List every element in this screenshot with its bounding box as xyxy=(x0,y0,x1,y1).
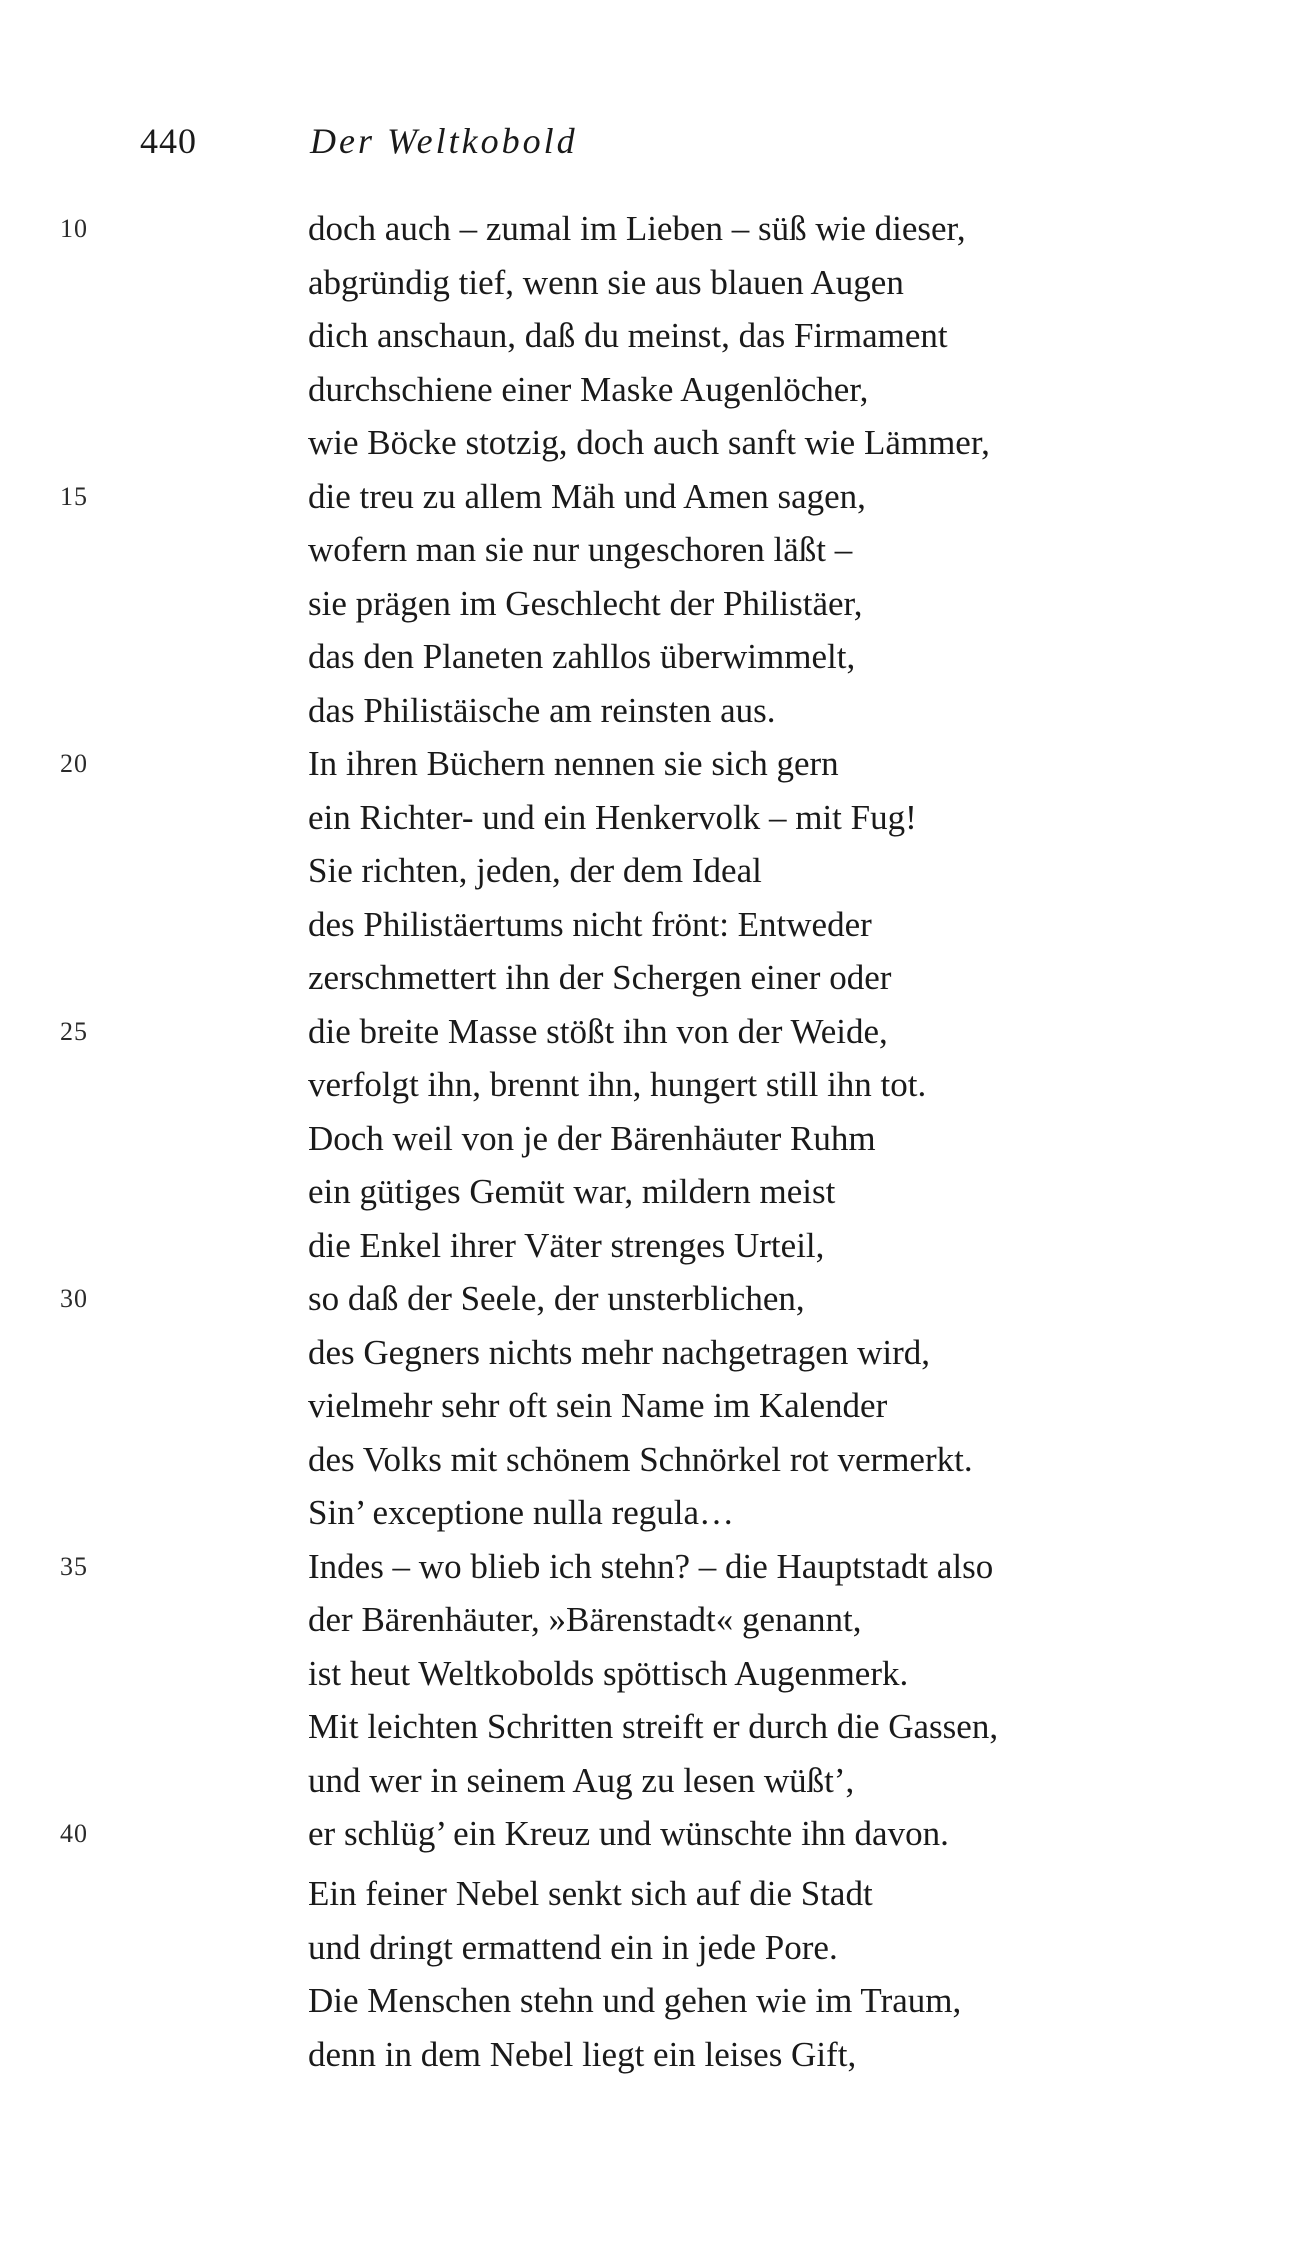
line-text: die breite Masse stößt ihn von der Weide, xyxy=(308,1011,888,1051)
line-text: Die Menschen stehn und gehen wie im Traum, xyxy=(308,1981,962,2020)
verse-line xyxy=(0,1974,1294,2028)
line-text: Doch weil von je der Bärenhäuter Ruhm xyxy=(308,1118,876,1158)
verse-line xyxy=(0,1540,1294,1594)
line-number: 20 xyxy=(60,749,88,778)
verse-line xyxy=(0,1486,1294,1540)
verse-line xyxy=(0,951,1294,1005)
verse-line xyxy=(0,898,1294,952)
line-text: er schlüg’ ein Kreuz und wünschte ihn davon. xyxy=(308,1814,949,1853)
line-text: Ein feiner Nebel senkt sich auf die Stadt xyxy=(308,1874,873,1913)
verse-line xyxy=(0,363,1294,417)
page-number: 440 xyxy=(140,121,197,161)
verse-line xyxy=(0,1058,1294,1112)
verse-line xyxy=(0,416,1294,470)
line-text: ein Richter- und ein Henkervolk – mit Fug! xyxy=(308,797,917,837)
verse-line xyxy=(0,1112,1294,1166)
line-text: vielmehr sehr oft sein Name im Kalender xyxy=(308,1386,888,1425)
stanza-1 xyxy=(0,202,1294,1861)
verse-line xyxy=(0,1700,1294,1754)
verse-line xyxy=(0,2028,1294,2082)
line-text: Sin’ exceptione nulla regula… xyxy=(308,1493,735,1532)
line-text: doch auch – zumal im Lieben – süß wie dieser, xyxy=(308,209,966,248)
verse-line xyxy=(0,791,1294,845)
verse-line xyxy=(0,1754,1294,1808)
line-text: das Philistäische am reinsten aus. xyxy=(308,690,776,730)
line-number: 15 xyxy=(60,481,88,511)
line-text: wie Böcke stotzig, doch auch sanft wie Lämmer, xyxy=(308,423,990,462)
line-text: Sie richten, jeden, der dem Ideal xyxy=(308,851,762,890)
line-text: abgründig tief, wenn sie aus blauen Augen xyxy=(308,262,904,302)
verse-line xyxy=(0,1433,1294,1487)
stanza-2 xyxy=(0,1867,1294,2081)
verse-line xyxy=(0,737,1294,791)
page-header xyxy=(140,116,578,166)
verse-line xyxy=(0,1593,1294,1647)
line-text: die treu zu allem Mäh und Amen sagen, xyxy=(308,476,866,516)
line-number: 10 xyxy=(60,214,88,243)
verse-line xyxy=(0,1867,1294,1921)
line-text: durchschiene einer Maske Augenlöcher, xyxy=(308,369,869,409)
line-text: zerschmettert ihn der Schergen einer oder xyxy=(308,958,892,997)
verse-line xyxy=(0,1165,1294,1219)
line-number: 30 xyxy=(60,1284,88,1313)
verse-line xyxy=(0,1272,1294,1326)
line-text: wofern man sie nur ungeschoren läßt – xyxy=(308,530,853,569)
line-text: der Bärenhäuter, »Bärenstadt« genannt, xyxy=(308,1600,862,1639)
line-text: verfolgt ihn, brennt ihn, hungert still ihn tot. xyxy=(308,1065,927,1104)
line-text: Indes – wo blieb ich stehn? – die Hauptstadt also xyxy=(308,1546,994,1586)
verse-line xyxy=(0,630,1294,684)
line-number: 25 xyxy=(60,1016,88,1046)
verse-line xyxy=(0,1219,1294,1273)
verse-line xyxy=(0,470,1294,524)
verse-line xyxy=(0,1647,1294,1701)
verse-line xyxy=(0,523,1294,577)
line-text: des Philistäertums nicht frönt: Entweder xyxy=(308,904,872,944)
verse-line xyxy=(0,844,1294,898)
line-text: das den Planeten zahllos überwimmelt, xyxy=(308,637,856,676)
line-text: sie prägen im Geschlecht der Philistäer, xyxy=(308,583,863,623)
line-text: dich anschaun, daß du meinst, das Firmament xyxy=(308,316,948,355)
line-text: und dringt ermattend ein in jede Pore. xyxy=(308,1927,838,1967)
line-number: 35 xyxy=(60,1551,88,1581)
verse-line xyxy=(0,309,1294,363)
line-text: ist heut Weltkobolds spöttisch Augenmerk. xyxy=(308,1653,909,1693)
verse-line xyxy=(0,1921,1294,1975)
verse-line xyxy=(0,1807,1294,1861)
verse-line xyxy=(0,1379,1294,1433)
line-text: des Gegners nichts mehr nachgetragen wird, xyxy=(308,1332,931,1372)
verse-line xyxy=(0,256,1294,310)
verse-line xyxy=(0,577,1294,631)
line-text: die Enkel ihrer Väter strenges Urteil, xyxy=(308,1225,825,1265)
verse-line xyxy=(0,1326,1294,1380)
verse-line xyxy=(0,1005,1294,1059)
line-text: In ihren Büchern nennen sie sich gern xyxy=(308,744,839,783)
line-text: des Volks mit schönem Schnörkel rot vermerkt. xyxy=(308,1439,973,1479)
line-number: 40 xyxy=(60,1819,88,1848)
line-text: ein gütiges Gemüt war, mildern meist xyxy=(308,1172,836,1211)
running-title: Der Weltkobold xyxy=(310,121,578,161)
line-text: und wer in seinem Aug zu lesen wüßt’, xyxy=(308,1760,855,1800)
line-text: so daß der Seele, der unsterblichen, xyxy=(308,1279,805,1318)
verse-line xyxy=(0,684,1294,738)
line-text: Mit leichten Schritten streift er durch die Gassen, xyxy=(308,1707,999,1746)
verse-line xyxy=(0,202,1294,256)
line-text: denn in dem Nebel liegt ein leises Gift, xyxy=(308,2034,857,2074)
